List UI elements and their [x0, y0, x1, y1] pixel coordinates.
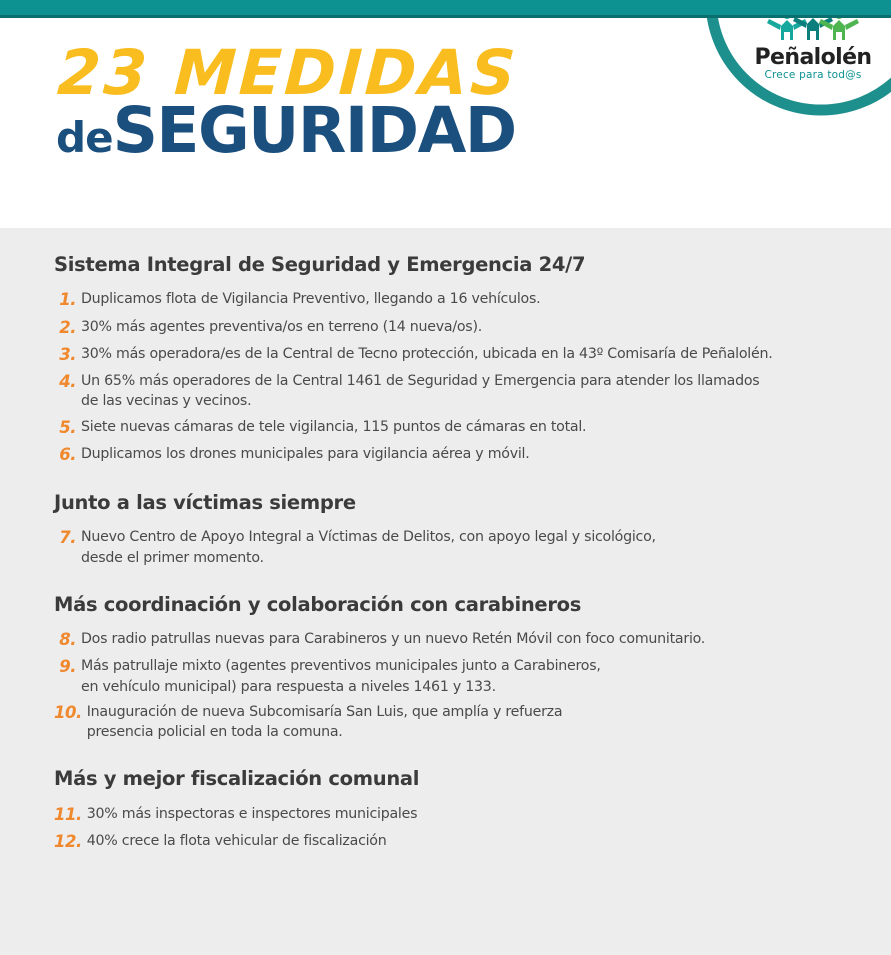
measure-text	[81, 527, 851, 567]
logo-tagline: Crece para tod@s	[764, 69, 862, 81]
measure-text-line1: Un 65% más operadores de la Central 1461 de Seguridad y Emergencia para atender los llamados	[81, 373, 760, 390]
top-teal-bar-shadow	[0, 15, 891, 18]
measure-item	[54, 371, 851, 411]
title-word-seguridad: SEGURIDAD	[112, 93, 516, 167]
measure-text	[81, 417, 851, 437]
measure-text-line1: Inauguración de nueva Subcomisaría San Luis, que amplía y refuerza	[86, 703, 563, 720]
measure-item	[54, 656, 851, 696]
measure-text	[87, 702, 851, 742]
measure-item	[54, 317, 851, 339]
measure-number: 10.	[54, 702, 82, 722]
measure-number: 12.	[54, 831, 82, 851]
measure-number: 2.	[59, 317, 76, 337]
measure-text	[87, 804, 851, 824]
measure-item	[54, 831, 851, 853]
measure-items-list	[54, 629, 851, 742]
measure-number: 1.	[59, 290, 76, 310]
measure-item	[54, 804, 851, 826]
measure-text-line1: 30% más operadora/es de la Central de Tecno protección, ubicada en la 43º Comisaría de Peñalolén.	[81, 345, 773, 362]
measure-number: 11.	[54, 804, 82, 824]
measure-number: 5.	[59, 417, 76, 437]
measure-text	[81, 289, 851, 309]
measures-section	[54, 254, 851, 466]
measure-item	[54, 527, 851, 567]
measure-text-line2: presencia policial en toda la comuna.	[86, 723, 343, 740]
measures-section	[54, 594, 851, 742]
measure-text-line1: Dos radio patrullas nuevas para Carabineros y un nuevo Retén Móvil con foco comunitario.	[81, 631, 706, 648]
measure-items-list	[54, 527, 851, 567]
measure-text-line1: 40% crece la flota vehicular de fiscalización	[86, 832, 387, 849]
measure-items-list	[54, 289, 851, 466]
measure-text-line2: desde el primer momento.	[81, 549, 264, 566]
section-heading: Sistema Integral de Seguridad y Emergencia 24/7	[54, 253, 586, 276]
logo-name: Peñalolén	[754, 45, 872, 70]
page-title	[55, 36, 521, 167]
measure-text	[81, 444, 851, 464]
measure-number: 4.	[59, 372, 76, 392]
measure-item	[54, 417, 851, 439]
measure-item	[54, 289, 851, 311]
header-banner	[0, 0, 891, 228]
title-prefix-de: de	[56, 112, 113, 162]
section-heading: Más y mejor fiscalización comunal	[54, 767, 420, 791]
measure-items-list	[54, 804, 851, 854]
measure-number: 8.	[59, 630, 76, 650]
measure-number: 6.	[59, 444, 76, 464]
measures-section	[54, 492, 851, 568]
measure-number: 3.	[59, 344, 76, 364]
measures-list-container	[0, 228, 891, 853]
measure-text-line1: Duplicamos los drones municipales para vigilancia aérea y móvil.	[81, 445, 530, 462]
measure-text-line2: en vehículo municipal) para respuesta a niveles 1461 y 133.	[81, 678, 496, 695]
measures-section	[54, 768, 851, 853]
measure-text	[81, 317, 851, 337]
measure-text-line1: Nuevo Centro de Apoyo Integral a Víctimas de Delitos, con apoyo legal y sicológico,	[81, 529, 656, 546]
measure-number: 9.	[59, 657, 76, 677]
measure-text	[81, 629, 851, 649]
measure-item	[54, 444, 851, 466]
measure-text	[81, 656, 851, 696]
measure-text-line1: 30% más agentes preventiva/os en terreno (14 nueva/os).	[81, 318, 482, 335]
section-heading: Junto a las víctimas siempre	[54, 491, 356, 515]
section-heading: Más coordinación y colaboración con carabineros	[54, 592, 582, 616]
title-line-medidas: 23 MEDIDAS	[55, 36, 521, 109]
measure-item	[54, 344, 851, 366]
measure-text-line1: 30% más inspectoras e inspectores municipales	[86, 805, 418, 822]
measure-text-line1: Siete nuevas cámaras de tele vigilancia, 115 puntos de cámaras en total.	[81, 418, 587, 435]
measure-text	[81, 344, 851, 364]
measures-content-area	[0, 228, 891, 955]
measure-text-line1: Duplicamos flota de Vigilancia Preventivo, llegando a 16 vehículos.	[81, 291, 541, 308]
top-teal-bar	[0, 0, 891, 15]
measure-item	[54, 702, 851, 742]
measure-item	[54, 629, 851, 651]
measure-text	[87, 831, 851, 851]
measure-text	[81, 371, 851, 411]
measure-text-line2: de las vecinas y vecinos.	[81, 393, 252, 410]
measure-text-line1: Más patrullaje mixto (agentes preventivos municipales junto a Carabineros,	[81, 658, 601, 675]
measure-number: 7.	[59, 528, 76, 548]
